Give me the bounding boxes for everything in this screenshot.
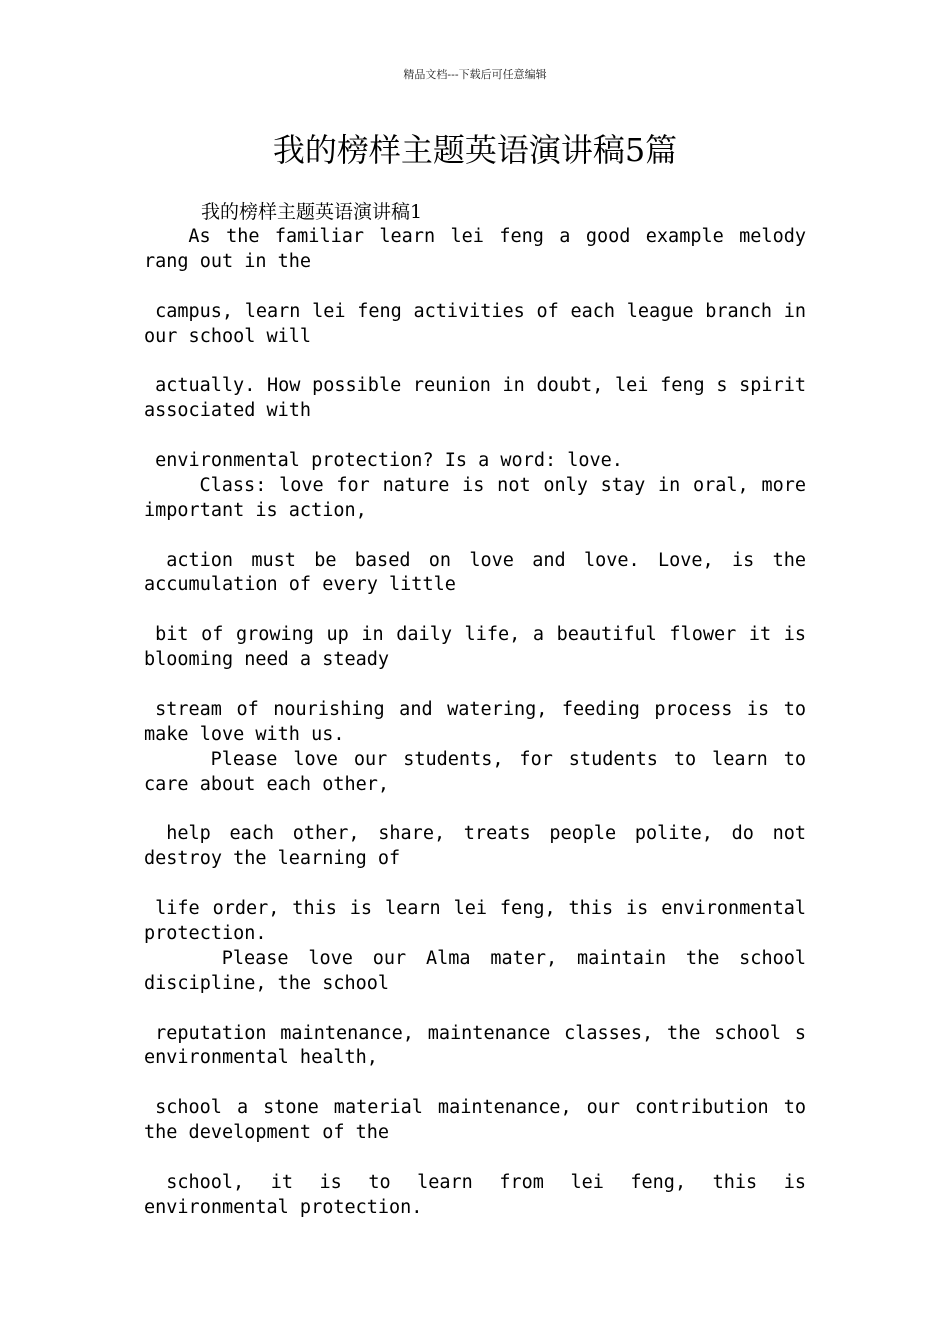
blank-line: [144, 997, 806, 1022]
text-line: stream of nourishing and watering, feeding process is to: [155, 698, 806, 720]
blank-line: [144, 797, 806, 822]
text-line: associated with: [144, 400, 312, 422]
text-line: protection.: [144, 922, 267, 944]
blank-line: [144, 598, 806, 623]
text-line: rang out in the: [144, 250, 312, 272]
text-line: important is action,: [144, 499, 367, 521]
speech-body-text: [144, 225, 806, 1221]
text-line: care about each other,: [144, 773, 390, 795]
blank-line: [144, 349, 806, 374]
text-line: reputation maintenance, maintenance classes, the school s: [155, 1022, 806, 1044]
text-line: help each other, share, treats people polite, do not: [166, 823, 806, 845]
text-line: environmental protection? Is a word: love.: [144, 450, 623, 472]
text-line: Please love our Alma mater, maintain the school: [221, 947, 806, 969]
text-line: the development of the: [144, 1122, 390, 1144]
text-line: bit of growing up in daily life, a beautiful flower it is: [155, 624, 806, 646]
text-line: make love with us.: [144, 723, 345, 745]
blank-line: [144, 673, 806, 698]
text-line: environmental health,: [144, 1047, 378, 1069]
blank-line: [144, 872, 806, 897]
text-line: As the familiar learn lei feng a good example melody: [188, 226, 806, 247]
section-title: 我的榜样主题英语演讲稿1: [201, 201, 423, 223]
text-line: actually. How possible reunion in doubt, lei feng s spirit: [155, 375, 806, 397]
text-line: life order, this is learn lei feng, this is environmental: [155, 898, 806, 920]
text-line: action must be based on love and love. Love, is the: [166, 549, 806, 571]
text-line: destroy the learning of: [144, 848, 401, 870]
document-title: 我的榜样主题英语演讲稿5篇: [272, 131, 678, 169]
text-line: discipline, the school: [144, 972, 390, 994]
blank-line: [144, 1146, 806, 1171]
text-line: our school will: [144, 325, 312, 347]
text-line: blooming need a steady: [144, 649, 390, 671]
blank-line: [144, 424, 806, 449]
text-line: Please love our students, for students to learn to: [210, 748, 806, 770]
text-line: school a stone material maintenance, our contribution to: [155, 1097, 806, 1119]
blank-line: [144, 524, 806, 549]
text-line: campus, learn lei feng activities of each league branch in: [155, 300, 806, 322]
text-line: accumulation of every little: [144, 574, 456, 596]
page-header-note: 精品文档---下载后可任意编辑: [403, 68, 547, 81]
text-line: Class: love for nature is not only stay in oral, more: [199, 474, 806, 496]
text-line: environmental protection.: [144, 1196, 423, 1218]
text-line: school, it is to learn from lei feng, this is: [166, 1171, 806, 1193]
blank-line: [144, 275, 806, 300]
blank-line: [144, 1071, 806, 1096]
